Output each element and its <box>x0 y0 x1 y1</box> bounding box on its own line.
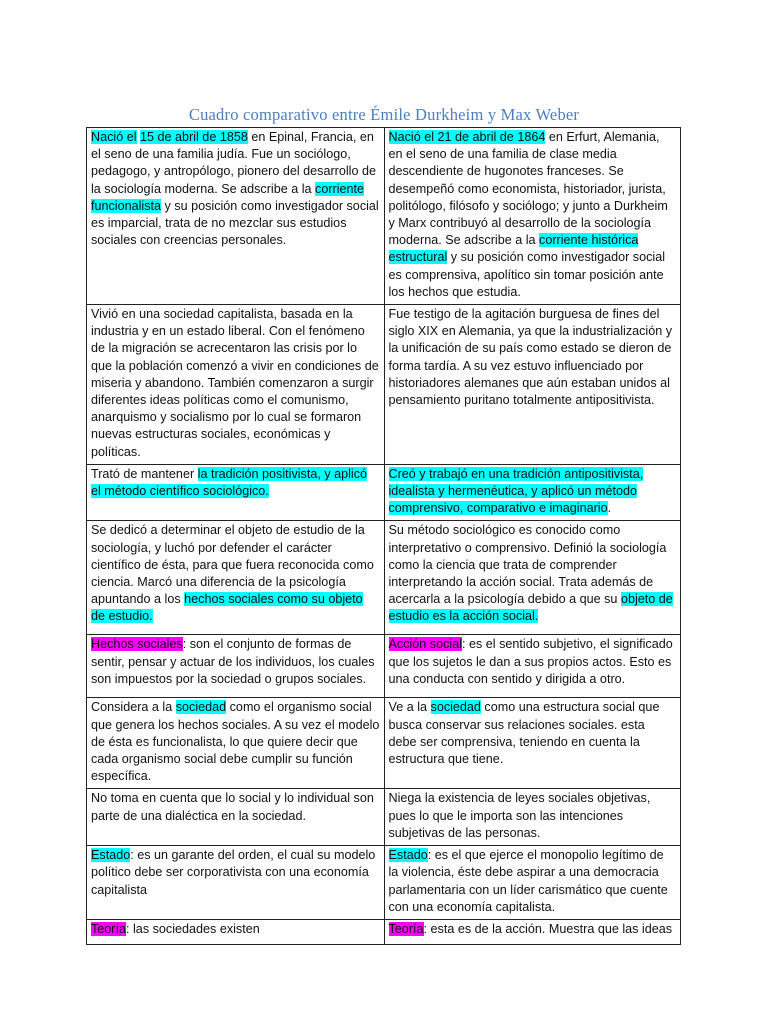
cell-durkheim <box>87 464 385 521</box>
cell-weber <box>384 521 681 635</box>
table-row <box>87 789 681 846</box>
cell-text: No toma en cuenta que lo social y lo individual son parte de una dialéctica en la sociedad. <box>91 791 374 823</box>
highlighted-text: 15 de abril de 1858 <box>140 130 248 144</box>
cell-text: : son el conjunto de formas de sentir, pensar y actuar de los individuos, los cuales son impuestos por la sociedad o grupos sociales. <box>91 637 375 686</box>
cell-durkheim <box>87 635 385 698</box>
cell-text: como el organismo social que genera los hechos sociales. A su vez el modelo de ésta es funcionalista, lo que quiere decir que cada organismo social debe cumplir su función específica. <box>91 700 380 784</box>
highlighted-text: Nació el <box>91 130 137 144</box>
cell-weber <box>384 464 681 521</box>
highlighted-text: Nació el 21 de abril de 1864 <box>388 130 546 144</box>
cell-durkheim <box>87 128 385 305</box>
cell-text: Niega la existencia de leyes sociales objetivas, pues lo que le importa son las intenciones subjetivas de las personas. <box>388 791 651 840</box>
cell-durkheim <box>87 698 385 789</box>
cell-weber <box>384 789 681 846</box>
cell-text: Su método sociológico es conocido como interpretativo o comprensivo. Definió la sociología como la ciencia que trata de comprender interpretando la acción social. Trata además de acercarla a la psicología debido a que su <box>388 523 667 607</box>
cell-durkheim <box>87 919 385 944</box>
cell-text: en Erfurt, Alemania, en el seno de una familia de clase media descendiente de hugonotes franceses. Se desempeñó como economista, historiador, jurista, politólogo, filósofo y sociólogo; y junto a Durkheim y Marx contribuyó al desarrollo de la sociología moderna. Se adscribe a la <box>388 130 668 248</box>
cell-text: Se dedicó a determinar el objeto de estudio de la sociología, y luchó por defender el carácter científico de ésta, para que fuera reconocida como ciencia. Marcó una diferencia de la psicología apuntando a los <box>91 523 374 607</box>
highlighted-text: Teoría <box>388 921 424 936</box>
cell-weber <box>384 698 681 789</box>
table-row <box>87 128 681 305</box>
highlighted-text: objeto de estudio es la acción social. <box>388 592 673 624</box>
highlighted-text: Teoría <box>91 921 127 936</box>
table-row <box>87 635 681 698</box>
cell-weber <box>384 128 681 305</box>
cell-text: : esta es de la acción. Muestra que las ideas <box>423 921 673 936</box>
table-row <box>87 846 681 920</box>
highlighted-text: Estado <box>91 848 131 863</box>
cell-text: Ve a la <box>388 700 431 715</box>
cell-text: Fue testigo de la agitación burguesa de fines del siglo XIX en Alemania, ya que la industrialización y la unificación de su país como estado se dieron de forma tardía. A su vez estuvo influenciado por historiadores alemanes que aún estaban unidos al pensamiento puritano totalmente antipositivista. <box>388 307 673 408</box>
comparison-table-body <box>87 128 681 945</box>
cell-weber <box>384 305 681 465</box>
highlighted-text: sociedad <box>175 700 227 715</box>
cell-durkheim <box>87 305 385 465</box>
cell-durkheim <box>87 789 385 846</box>
table-row <box>87 698 681 789</box>
cell-durkheim <box>87 846 385 920</box>
cell-weber <box>384 919 681 944</box>
document-title: Cuadro comparativo entre Émile Durkheim y Max Weber <box>188 105 580 124</box>
highlighted-text: la tradición positivista, y aplicó el método científico sociológico. <box>91 466 368 499</box>
highlighted-text: Creó y trabajó en una tradición antipositivista, idealista y hermenéutica, y aplicó un método comprensivo, comparativo e imaginario <box>388 466 644 516</box>
table-row <box>87 521 681 635</box>
cell-text: Trató de mantener <box>91 466 198 481</box>
cell-text: : es el que ejerce el monopolio legítimo de la violencia, éste debe aspirar a una democracia parlamentaria con un líder carismático que cuente con una economía capitalista. <box>388 848 668 914</box>
cell-weber <box>384 635 681 698</box>
highlighted-text: Hechos sociales <box>91 637 183 652</box>
table-row <box>87 305 681 465</box>
cell-text: Considera a la <box>91 700 176 715</box>
table-row <box>87 464 681 521</box>
cell-text: y su posición como investigador social es imparcial, trata de no mezclar sus estudios sociales con creencias personales. <box>91 198 379 248</box>
cell-text: : es un garante del orden, el cual su modelo político debe ser corporativista con una economía capitalista <box>91 848 376 897</box>
comparison-table <box>86 127 681 945</box>
highlighted-text: sociedad <box>430 700 481 715</box>
highlighted-text: Acción social <box>388 637 462 652</box>
cell-weber <box>384 846 681 920</box>
cell-text: : es el sentido subjetivo, el significado que los sujetos le dan a sus propios actos. Esto es una conducta con sentido y dirigida a otro. <box>388 637 673 686</box>
cell-text: Vivió en una sociedad capitalista, basada en la industria y en un estado liberal. Con el fenómeno de la migración se acrecentaron las crisis por lo que la población comenzó a vivir en condiciones de miseria y abandono. También comenzaron a surgir diferentes ideas políticas como el comunismo, anarquismo y socialismo por lo cual se formaron nuevas estructuras sociales, económicas y políticas. <box>91 307 379 459</box>
highlighted-text: corriente funcionalista <box>91 181 365 213</box>
cell-text: . <box>607 501 612 516</box>
table-row <box>87 919 681 944</box>
highlighted-text: corriente histórica estructural <box>388 233 639 265</box>
cell-durkheim <box>87 521 385 635</box>
cell-text: : las sociedades existen <box>126 921 260 936</box>
cell-text: como una estructura social que busca conservar sus relaciones sociales. esta debe ser comprensiva, teniendo en cuenta la estructura que tiene. <box>388 700 660 767</box>
highlighted-text: hechos sociales como su objeto de estudio. <box>91 592 363 624</box>
cell-text: y su posición como investigador social es comprensiva, apolítico sin tomar posición ante los hechos que estudia. <box>388 250 665 299</box>
cell-text: en Epinal, Francia, en el seno de una familia judía. Fue un sociólogo, pedagogo, y antropólogo, pionero del desarrollo de la sociología moderna. Se adscribe a la <box>91 130 376 196</box>
highlighted-text: Estado <box>388 848 428 863</box>
